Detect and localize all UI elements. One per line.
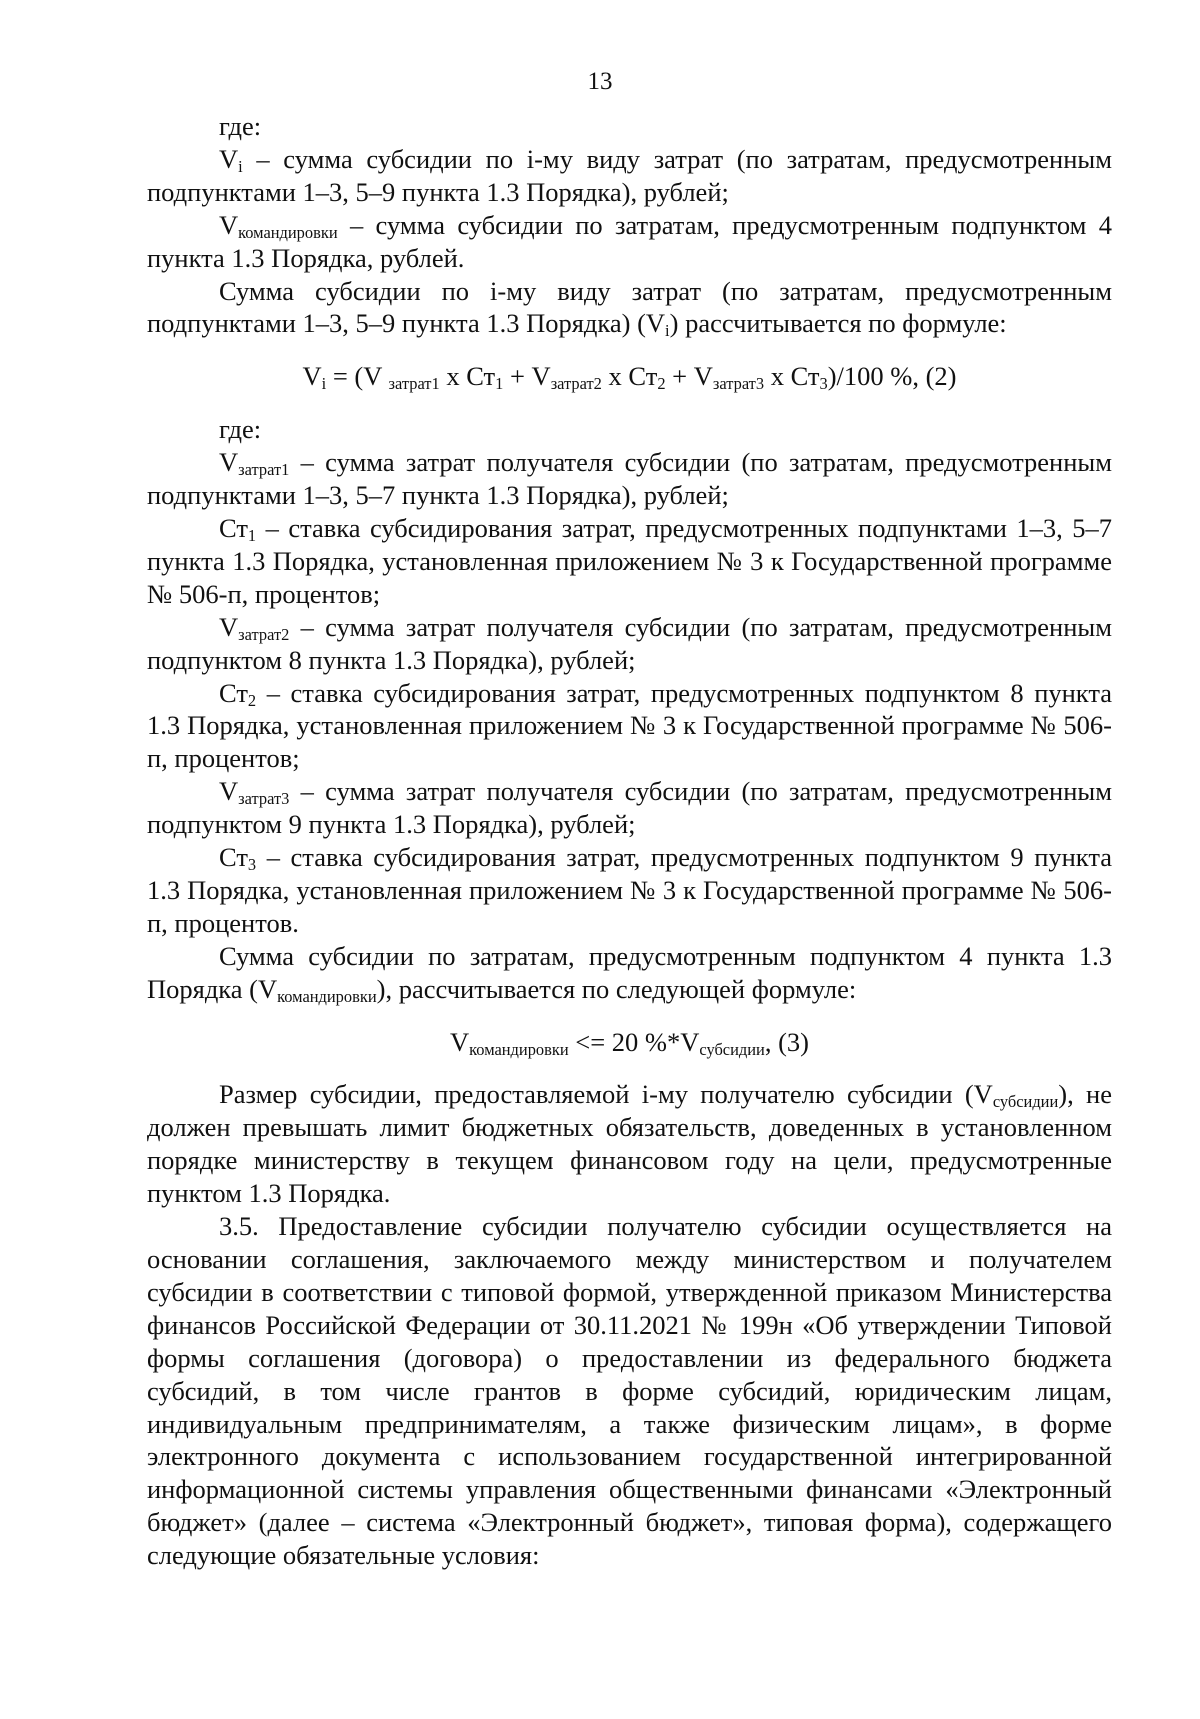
- formula-sub: командировки: [469, 1039, 569, 1059]
- symbol-subscript: затрат3: [238, 789, 290, 809]
- definition-text: – сумма субсидии по затратам, предусмотренным подпунктом 4 пункта 1.3 Порядка, рублей.: [147, 209, 1112, 273]
- text-part: Сумма субсидии по затратам, предусмотренным подпунктом 4 пункта 1.3 Порядка (V: [147, 940, 1112, 1004]
- where-label-1: где:: [219, 111, 262, 141]
- formula-part: x Ст: [439, 361, 496, 392]
- symbol-subscript: затрат1: [238, 460, 290, 480]
- formula-part: <= 20 %*V: [568, 1026, 700, 1057]
- text-part: Размер субсидии, предоставляемой i-му получателю субсидии (V: [219, 1079, 993, 1110]
- subscript: субсидии: [992, 1092, 1059, 1112]
- definition-vzatrat2: [147, 611, 1112, 677]
- symbol-subscript: затрат2: [238, 624, 290, 644]
- paragraph-sum-vi: [147, 275, 1112, 341]
- formula-sub: 2: [657, 374, 666, 394]
- symbol: V: [219, 209, 239, 240]
- symbol: V: [219, 143, 239, 174]
- definition-text: – ставка субсидирования затрат, предусмотренных подпунктом 9 пункта 1.3 Порядка, установленная приложением № 3 к Государственной программе № 506-п, процентов.: [147, 842, 1112, 938]
- formula-3: [147, 1026, 1112, 1059]
- formula-part: V: [302, 361, 322, 392]
- symbol-subscript: командировки: [238, 222, 338, 242]
- formula-part: x Ст: [601, 361, 658, 392]
- formula-sub: i: [321, 374, 327, 394]
- symbol: Ст: [219, 842, 248, 873]
- where-label-2: где:: [219, 414, 262, 445]
- formula-part: + V: [665, 361, 713, 392]
- subscript: i: [665, 321, 670, 341]
- formula-part: x Ст: [764, 361, 820, 392]
- formula-sub: затрат3: [712, 374, 765, 394]
- symbol: Ст: [219, 677, 248, 708]
- page-body: [147, 110, 1112, 1572]
- definition-vzatrat3: [147, 775, 1112, 841]
- definition-text: – сумма затрат получателя субсидии (по затратам, предусмотренным подпунктом 8 пункта 1.3 Порядка), рублей;: [147, 611, 1112, 675]
- definition-text: – сумма затрат получателя субсидии (по затратам, предусмотренным подпунктами 1–3, 5–7 пункта 1.3 Порядка), рублей;: [147, 447, 1112, 511]
- formula-sub: 3: [819, 374, 828, 394]
- formula-part: , (3): [764, 1026, 809, 1057]
- formula-sub: 1: [495, 374, 504, 394]
- definition-vi: [147, 143, 1112, 209]
- definition-text: – ставка субсидирования затрат, предусмотренных подпунктами 1–3, 5–7 пункта 1.3 Порядка, установленная приложением № 3 к Государственной программе № 506-п, процентов;: [147, 512, 1112, 609]
- formula-part: + V: [503, 361, 551, 392]
- symbol-subscript: i: [238, 157, 243, 176]
- definition-text: – ставка субсидирования затрат, предусмотренных подпунктом 8 пункта 1.3 Порядка, установленная приложением № 3 к Государственной программе № 506-п, процентов;: [147, 677, 1112, 774]
- definition-vkomandirovki: [147, 209, 1112, 275]
- formula-part: = (V: [326, 361, 389, 392]
- formula-sub: субсидии: [699, 1039, 765, 1059]
- definition-text: – сумма субсидии по i-му виду затрат (по затратам, предусмотренным подпунктами 1–3, 5–9 пункта 1.3 Порядка), рублей;: [147, 143, 1112, 207]
- symbol: Ст: [219, 512, 248, 543]
- definition-vzatrat1: [147, 446, 1112, 512]
- formula-sub: затрат2: [550, 374, 602, 394]
- paragraph-sum-komandirovki: [147, 940, 1112, 1006]
- definition-text: – сумма затрат получателя субсидии (по затратам, предусмотренным подпунктом 9 пункта 1.3 Порядка), рублей;: [147, 776, 1112, 840]
- text-part: ) рассчитывается по формуле:: [669, 308, 1007, 339]
- symbol: V: [219, 611, 239, 642]
- symbol-subscript: 3: [247, 855, 257, 875]
- definition-st1: [147, 512, 1112, 611]
- symbol-subscript: 1: [247, 526, 257, 546]
- text-part: ), не должен превышать лимит бюджетных обязательств, доведенных в установленном порядке министерству в текущем финансовом году на цели, предусмотренные пунктом 1.3 Порядка.: [147, 1079, 1112, 1209]
- formula-sub: затрат1: [388, 374, 440, 394]
- paragraph-subsidy-size: [147, 1078, 1112, 1210]
- text-part: Сумма субсидии по i-му виду затрат (по затратам, предусмотренным подпунктами 1–3, 5–9 пункта 1.3 Порядка) (V: [147, 275, 1112, 339]
- symbol: V: [219, 776, 239, 807]
- formula-part: )/100 %, (2): [827, 361, 957, 392]
- paragraph-3-5: 3.5. Предоставление субсидии получателю субсидии осуществляется на основании соглашения, заключаемого между министерством и получателем субсидии в соответствии с типовой формой, утвержденной приказом Министерства финансов Российской Федерации от 30.11.2021 № 199н «Об утверждении Типовой формы соглашения (договора) о предоставлении из федерального бюджета субсидий, в том числе грантов в форме субсидий, юридическим лицам, индивидуальным предпринимателям, а также физическим лицам», в форме электронного документа с использованием государственной интегрированной информационной системы управления общественными финансами «Электронный бюджет» (далее – система «Электронный бюджет», типовая форма), содержащего следующие обязательные условия:: [147, 1211, 1112, 1571]
- page-number: 13: [587, 68, 613, 95]
- symbol-subscript: 2: [247, 690, 257, 710]
- formula-part: V: [450, 1026, 470, 1057]
- definition-st2: [147, 677, 1112, 776]
- symbol: V: [219, 447, 239, 478]
- subscript: командировки: [277, 986, 377, 1006]
- definition-st3: [147, 841, 1112, 940]
- formula-2: [147, 360, 1112, 393]
- text-part: ), рассчитывается по следующей формуле:: [376, 973, 857, 1004]
